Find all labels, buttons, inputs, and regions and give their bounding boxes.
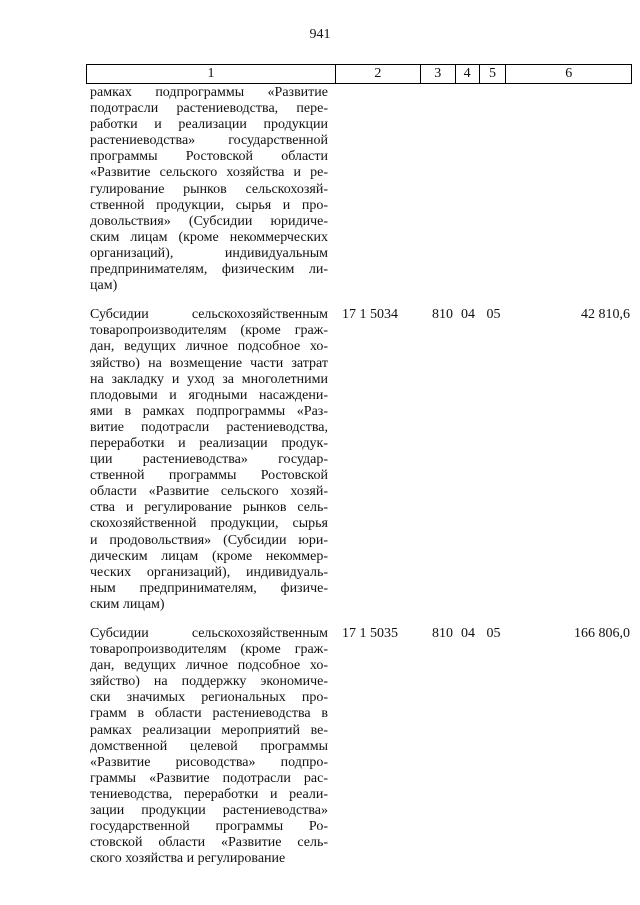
header-col-6: 6 xyxy=(565,66,573,81)
row-subsection: 05 xyxy=(486,307,501,323)
description-line: переработки и реализации продук- xyxy=(90,435,328,451)
row-section: 04 xyxy=(461,626,475,641)
header-col-2: 2 xyxy=(336,65,421,83)
table-row xyxy=(86,85,632,294)
description-line: домственной целевой программы xyxy=(90,738,328,754)
row-amount: 166 806,0 xyxy=(574,626,630,641)
description-line: товаропроизводителям (кроме граж- xyxy=(90,323,328,339)
description-line: ским лицам) xyxy=(90,596,165,612)
row-code xyxy=(336,85,421,294)
row-section xyxy=(456,85,480,294)
row-amount: 42 810,6 xyxy=(581,307,630,323)
description-line: граммы «Развитие подотрасли рас- xyxy=(90,770,328,786)
description-line: области «Развитие сельского хозяй- xyxy=(90,484,328,500)
description-line: Субсидии сельскохозяйственным xyxy=(90,307,328,323)
page-number: 941 xyxy=(309,27,331,42)
row-section: 04 xyxy=(461,307,475,323)
description-line: ным предпринимателям, физиче- xyxy=(90,580,328,596)
header-col-4: 4 xyxy=(456,65,480,83)
description-line: организаций), индивидуальным xyxy=(90,245,328,261)
description-line: ции растениеводства» государ- xyxy=(90,452,328,468)
description-line: «Развитие сельского хозяйства и ре- xyxy=(90,165,328,181)
description-line: ским лицам (кроме некоммерческих xyxy=(90,229,328,245)
header-col-3: 3 xyxy=(421,65,456,83)
description-line: ства и регулирование рынков сель- xyxy=(90,500,328,516)
row-subsection xyxy=(480,85,507,294)
description-line: государственной программы Ро- xyxy=(90,819,328,835)
description-line: стовской области «Развитие сель- xyxy=(90,835,328,851)
description-line: ственной программы Ростовской xyxy=(90,468,328,484)
description-line: ского хозяйства и регулирование xyxy=(90,851,286,867)
header-col-5: 5 xyxy=(480,65,507,83)
description-line: зяйство) на возмещение части затрат xyxy=(90,355,328,371)
description-line: скохозяйственной продукции, сырья xyxy=(90,516,328,532)
description-line: товаропроизводителям (кроме граж- xyxy=(90,642,328,658)
row-subsection: 05 xyxy=(486,626,501,641)
description-line: дическим лицам (кроме некоммер- xyxy=(90,548,328,564)
row-expense-type: 810 xyxy=(432,626,453,641)
description-line: ски значимых региональных про- xyxy=(90,690,328,706)
row-description xyxy=(86,85,336,294)
row-amount xyxy=(507,85,632,294)
row-expense-type: 810 xyxy=(432,307,453,323)
description-line: рамках подпрограммы «Развитие xyxy=(90,85,328,100)
description-line: работки и реализации продукции xyxy=(90,117,328,133)
table-body xyxy=(86,85,632,867)
description-line: и продовольствия» (Субсидии юри- xyxy=(90,532,328,548)
description-line: плодовыми и ягодными насаждени- xyxy=(90,387,328,403)
header-col-1: 1 xyxy=(87,65,336,83)
description-line: цам) xyxy=(90,278,118,294)
description-line: предпринимателям, физическим ли- xyxy=(90,262,328,278)
description-line: зяйство) на поддержку экономиче- xyxy=(90,674,328,690)
description-line: гулирование рынков сельскохозяй- xyxy=(90,181,328,197)
description-line: дан, ведущих личное подсобное хо- xyxy=(90,658,328,674)
row-expense-type xyxy=(421,85,456,294)
row-description xyxy=(86,626,336,867)
row-code: 17 1 5034 xyxy=(342,307,398,323)
description-line: рамках реализации мероприятий ве- xyxy=(90,722,328,738)
row-description xyxy=(86,307,336,613)
description-line: программы Ростовской области xyxy=(90,149,328,165)
description-line: грамм в области растениеводства в xyxy=(90,706,328,722)
description-line: ями в рамках подпрограммы «Раз- xyxy=(90,403,328,419)
description-line: подотрасли растениеводства, пере- xyxy=(90,101,328,117)
description-line: на закладку и уход за многолетними xyxy=(90,371,328,387)
description-line: «Развитие рисоводства» подпро- xyxy=(90,754,328,770)
description-line: дан, ведущих личное подсобное хо- xyxy=(90,339,328,355)
description-line: зации продукции растениеводства» xyxy=(90,803,328,819)
table-row xyxy=(86,626,632,867)
description-line: ственной продукции, сырья и про- xyxy=(90,197,328,213)
description-line: довольствия» (Субсидии юридиче- xyxy=(90,213,328,229)
description-line: ческих организаций), индивидуаль- xyxy=(90,564,328,580)
row-code: 17 1 5035 xyxy=(342,626,398,641)
description-line: тениеводства, переработки и реали- xyxy=(90,786,328,802)
table-header xyxy=(86,64,632,84)
description-line: растениеводства» государственной xyxy=(90,133,328,149)
description-line: Субсидии сельскохозяйственным xyxy=(90,626,328,641)
table-row xyxy=(86,307,632,613)
description-line: витие подотрасли растениеводства, xyxy=(90,419,328,435)
